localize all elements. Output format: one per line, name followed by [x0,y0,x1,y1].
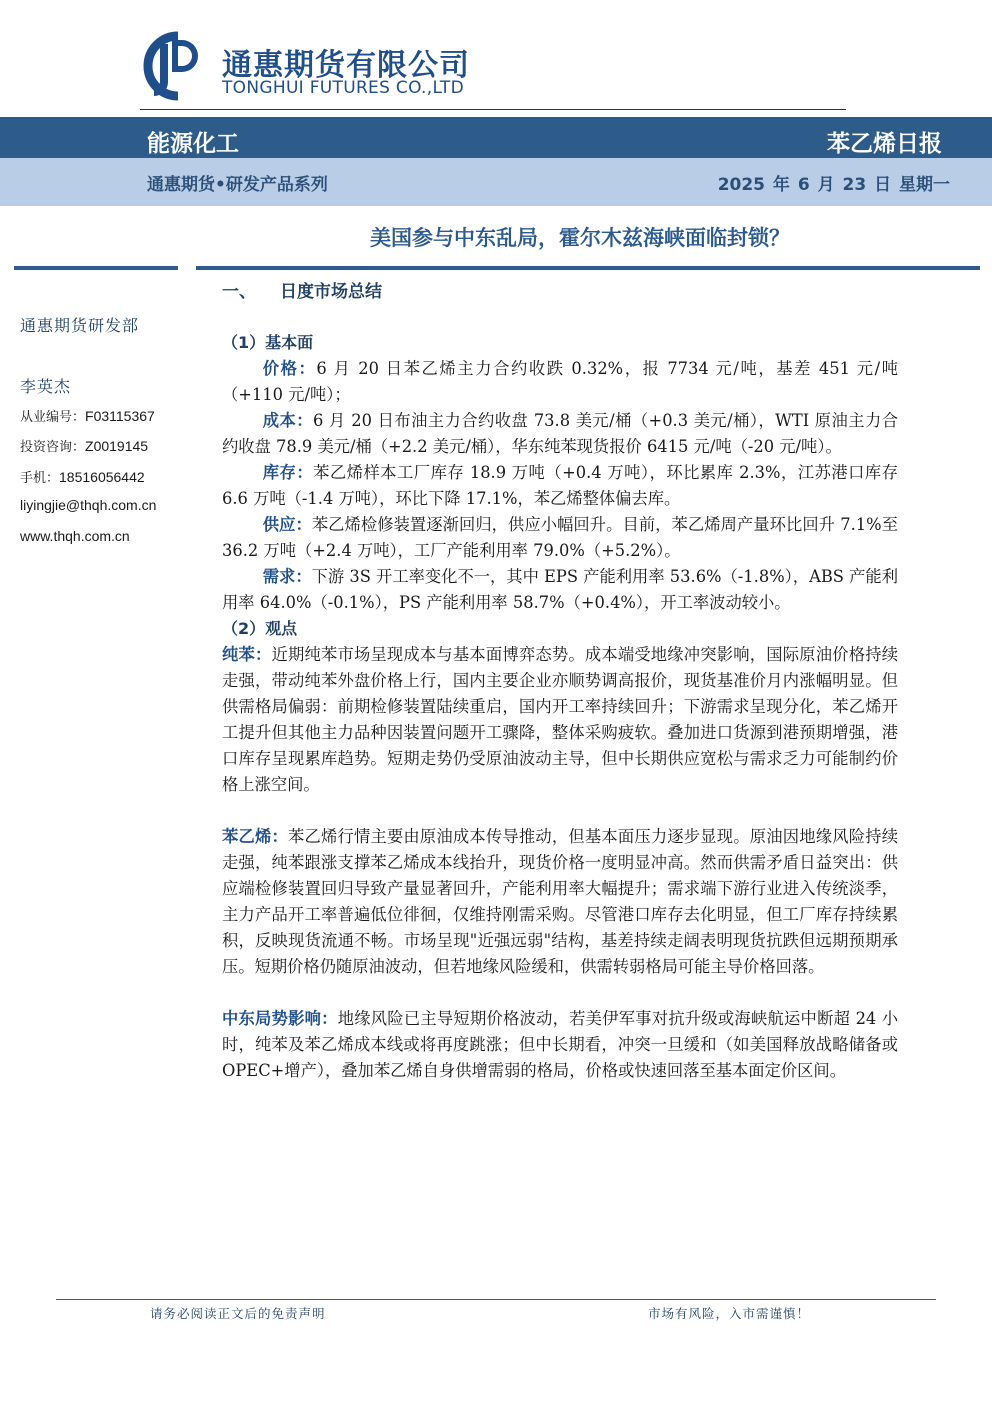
consult-number [20,436,148,455]
paragraph-label: 中东局势影响： [222,1009,338,1028]
paragraph-label: 供应： [262,515,312,534]
paragraph-label: 库存： [262,463,314,482]
report-headline: 美国参与中东乱局，霍尔木兹海峡面临封锁？ [370,226,790,250]
analyst-email[interactable]: liyingjie@thqh.com.cn [20,497,157,513]
paragraph-text: 苯乙烯样本工厂库存 18.9 万吨（+0.4 万吨），环比累库 2.3%，江苏港口库存 6.6 万吨（-1.4 万吨），环比下降 17.1%，苯乙烯整体偏去库。 [222,463,898,508]
view-middle-east [222,1006,898,1084]
consult-value: Z0019145 [85,438,149,454]
paragraph-text: 6 月 20 日苯乙烯主力合约收跌 0.32%，报 7734 元/吨，基差 451 元/吨（+110 元/吨）； [222,359,898,404]
department-name: 通惠期货研发部 [20,316,140,335]
consult-label: 投资咨询： [20,440,86,455]
fundamentals-demand [222,564,898,616]
tonghui-logo-icon [138,30,204,102]
paragraph-label: 价格： [262,359,317,378]
phone-value: 18516056442 [59,469,145,485]
footer-risk-notice: 市场有风险，入市需谨慎！ [648,1306,811,1321]
footer-divider [56,1299,936,1300]
section-heading [222,278,898,306]
section-number: 一、 [222,282,256,302]
fundamentals-title: （1）基本面 [222,333,314,352]
paragraph-text: 下游 3S 开工率变化不一，其中 EPS 产能利用率 53.6%（-1.8%），ABS 产能利用率 64.0%（-0.1%），PS 产能利用率 58.7%（+0.4%），开工率波动较小。 [222,567,898,612]
analyst-name: 李英杰 [20,377,72,396]
company-name-en: TONGHUI FUTURES CO.,LTD [222,78,464,98]
company-name-cn: 通惠期货有限公司 [222,48,470,83]
license-number [20,406,155,425]
paragraph-text: 近期纯苯市场呈现成本与基本面博弈态势。成本端受地缘冲突影响，国际原油价格持续走强，带动纯苯外盘价格上行，国内主要企业亦顺势调高报价，现货基准价月内涨幅明显。但供需格局偏弱：前期检修装置陆续重启，国内开工率持续回升；下游需求呈现分化，苯乙烯开工提升但其他主力品种因装置问题开工骤降，整体采购疲软。叠加进口货源到港预期增强，港口库存呈现累库趋势。短期走势仍受原油波动主导，但中长期供应宽松与需求乏力可能制约价格上涨空间。 [222,645,898,794]
sidebar-rule [14,266,178,270]
views-title: （2）观点 [222,619,298,638]
sector-label: 能源化工 [147,131,239,157]
section-title: 日度市场总结 [280,282,382,302]
fundamentals-supply [222,512,898,564]
series-label: 通惠期货•研发产品系列 [147,175,328,195]
fundamentals-cost [222,408,898,460]
footer-disclaimer: 请务必阅读正文后的免责声明 [150,1306,326,1321]
report-date: 2025 年 6 月 23 日 星期一 [717,175,950,195]
fundamentals-price [222,356,898,408]
paragraph-label: 需求： [262,567,312,586]
paragraph-text: 地缘风险已主导短期价格波动，若美伊军事对抗升级或海峡航运中断超 24 小时，纯苯及苯乙烯成本线或将再度跳涨；但中长期看，冲突一旦缓和（如美国释放战略储备或 OPEC+增产），叠加苯乙烯自身供增需弱的格局，价格或快速回落至基本面定价区间。 [222,1009,898,1080]
phone-label: 手机： [20,471,60,486]
paragraph-text: 苯乙烯检修装置逐渐回归，供应小幅回升。目前，苯乙烯周产量环比回升 7.1%至 36.2 万吨（+2.4 万吨），工厂产能利用率 79.0%（+5.2%）。 [222,515,898,560]
company-website[interactable]: www.thqh.com.cn [20,528,130,544]
paragraph-label: 成本： [262,411,313,430]
phone-number [20,467,145,486]
report-body [222,278,898,1084]
main-rule [196,266,980,270]
paragraph-text: 6 月 20 日布油主力合约收盘 73.8 美元/桶（+0.3 美元/桶），WTI 原油主力合约收盘 78.9 美元/桶（+2.2 美元/桶），华东纯苯现货报价 6415 元/吨（-20 元/吨）。 [222,411,898,456]
report-type-label: 苯乙烯日报 [827,131,942,157]
header-divider [140,109,846,110]
license-value: F03115367 [85,408,155,424]
view-benzene [222,642,898,798]
fundamentals-inventory [222,460,898,512]
view-styrene [222,824,898,980]
paragraph-label: 苯乙烯： [222,827,288,846]
paragraph-text: 苯乙烯行情主要由原油成本传导推动，但基本面压力逐步显现。原油因地缘风险持续走强，纯苯跟涨支撑苯乙烯成本线抬升，现货价格一度明显冲高。然而供需矛盾日益突出：供应端检修装置回归导致产量显著回升，产能利用率大幅提升；需求端下游行业进入传统淡季，主力产品开工率普遍低位徘徊，仅维持刚需采购。尽管港口库存去化明显，但工厂库存持续累积，反映现货流通不畅。市场呈现"近强远弱"结构，基差持续走阔表明现货抗跌但远期预期承压。短期价格仍随原油波动，但若地缘风险缓和，供需转弱格局可能主导价格回落。 [222,827,898,976]
paragraph-label: 纯苯： [222,645,272,664]
license-label: 从业编号： [20,410,86,425]
